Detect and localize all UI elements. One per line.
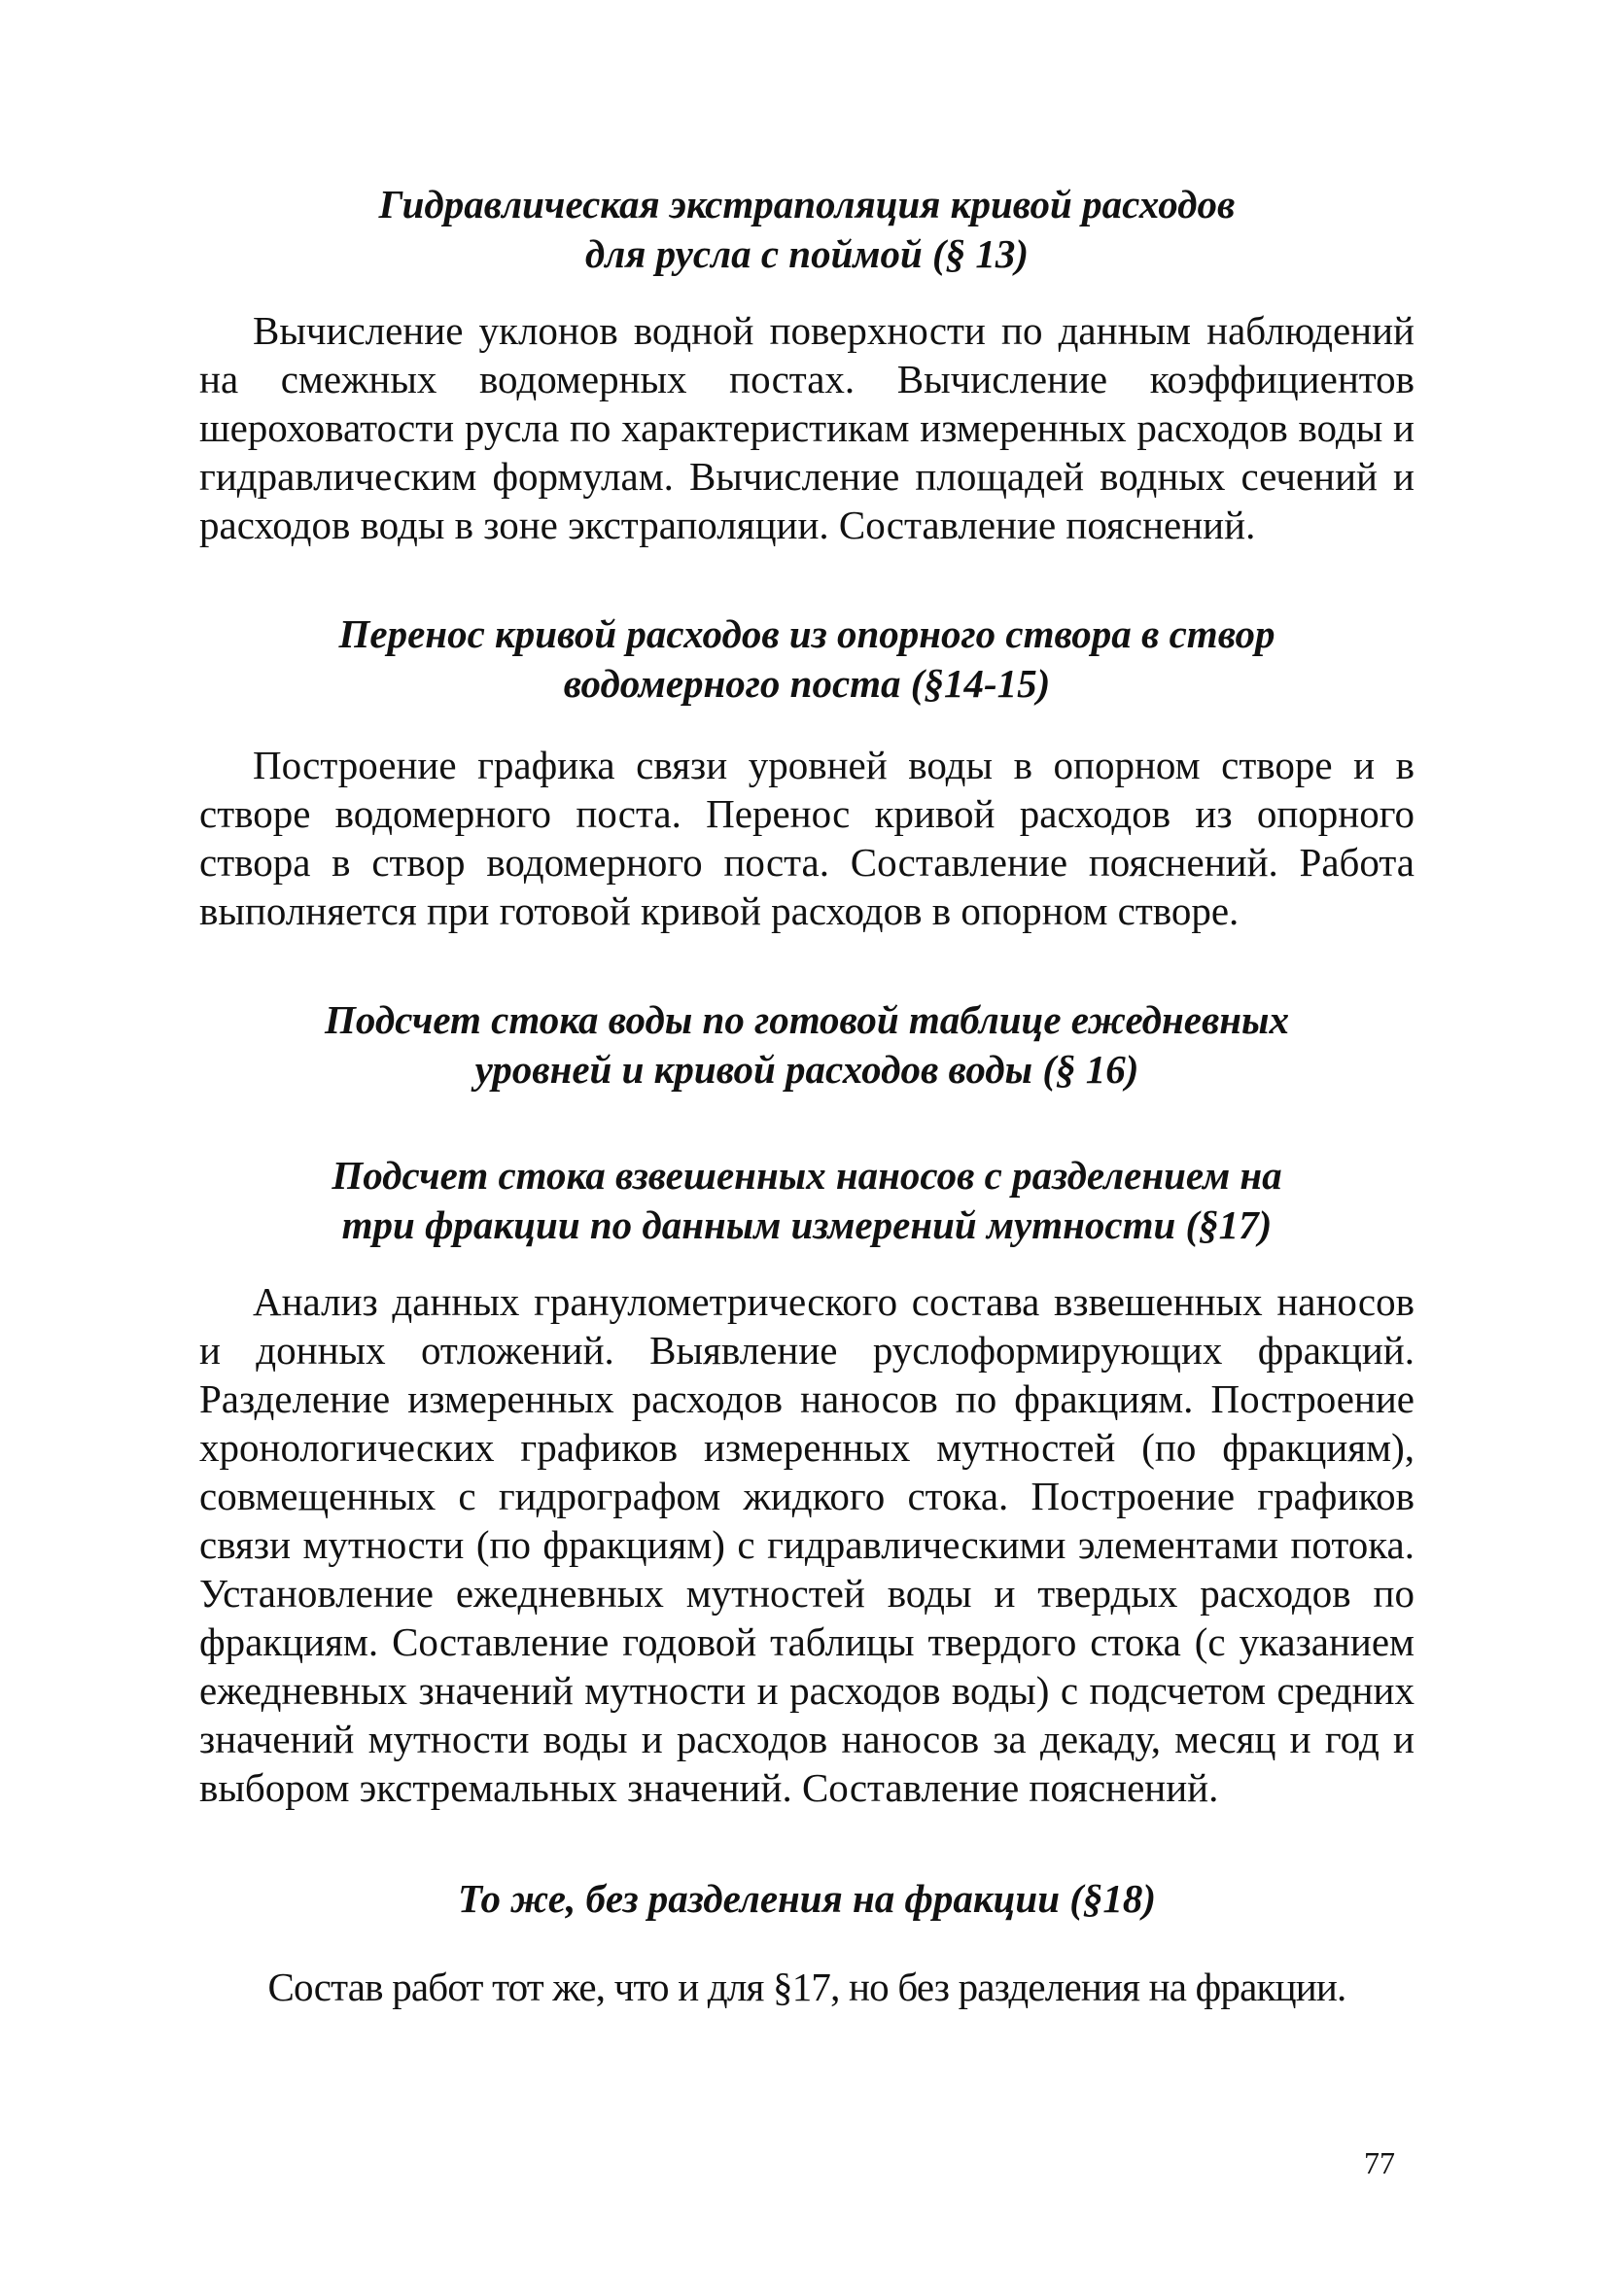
page-number: 77 bbox=[1364, 2145, 1395, 2180]
heading-line: водомерного поста (§14-15) bbox=[563, 661, 1051, 706]
section-paragraph-17: Анализ данных гранулометрического состава взвешенных наносов и донных отложений. Выявление руслоформирующих фракций. Разделение измеренных расходов наносов по фракциям. Построение хронологических графиков измеренных мутностей (по фракциям), совмещенных с гидрографом жидкого стока. Построение графиков связи мутности (по фракциям) с гидравлическими элементами потока. Установление ежедневных мутностей воды и твердых расходов по фракциям. Составление годовой таблицы твердого стока (с указанием ежедневных значений мутности и расходов воды) с подсчетом средних значений мутности воды и расходов наносов за декаду, месяц и год и выбором экстремальных значений. Составление пояснений. bbox=[199, 1279, 1415, 1810]
heading-line: для русла с поймой (§ 13) bbox=[584, 231, 1030, 276]
heading-line: три фракции по данным измерений мутности (§17) bbox=[341, 1202, 1273, 1247]
heading-line: То же, без разделения на фракции (§18) bbox=[457, 1876, 1157, 1921]
section-heading-18 bbox=[199, 1874, 1415, 1924]
section-heading-16 bbox=[199, 995, 1415, 1095]
section-heading-14-15 bbox=[199, 609, 1415, 709]
heading-line: уровней и кривой расходов воды (§ 16) bbox=[474, 1047, 1139, 1092]
heading-line: Подсчет стока воды по готовой таблице ежедневных bbox=[325, 997, 1289, 1042]
section-heading-17 bbox=[199, 1151, 1415, 1250]
heading-line: Гидравлическая экстраполяция кривой расходов bbox=[378, 182, 1236, 226]
section-heading-13 bbox=[199, 180, 1415, 279]
section-paragraph-18: Состав работ тот же, что и для §17, но без разделения на фракции. bbox=[267, 1965, 1346, 2009]
page-body bbox=[199, 180, 1415, 2011]
section-paragraph-14-15: Построение графика связи уровней воды в опорном створе и в створе водомерного поста. Перенос кривой расходов из опорного створа в створ водомерного поста. Составление пояснений. Работа выполняется при готовой кривой расходов в опорном створе. bbox=[199, 743, 1415, 933]
heading-line: Перенос кривой расходов из опорного створа в створ bbox=[338, 611, 1275, 656]
heading-line: Подсчет стока взвешенных наносов с разделением на bbox=[332, 1153, 1282, 1198]
section-paragraph-13: Вычисление уклонов водной поверхности по данным наблюдений на смежных водомерных постах. Вычисление коэффициентов шероховатости русла по характеристикам измеренных расходов воды и гидравлическим формулам. Вычисление площадей водных сечений и расходов воды в зоне экстраполяции. Составление пояснений. bbox=[199, 308, 1415, 547]
